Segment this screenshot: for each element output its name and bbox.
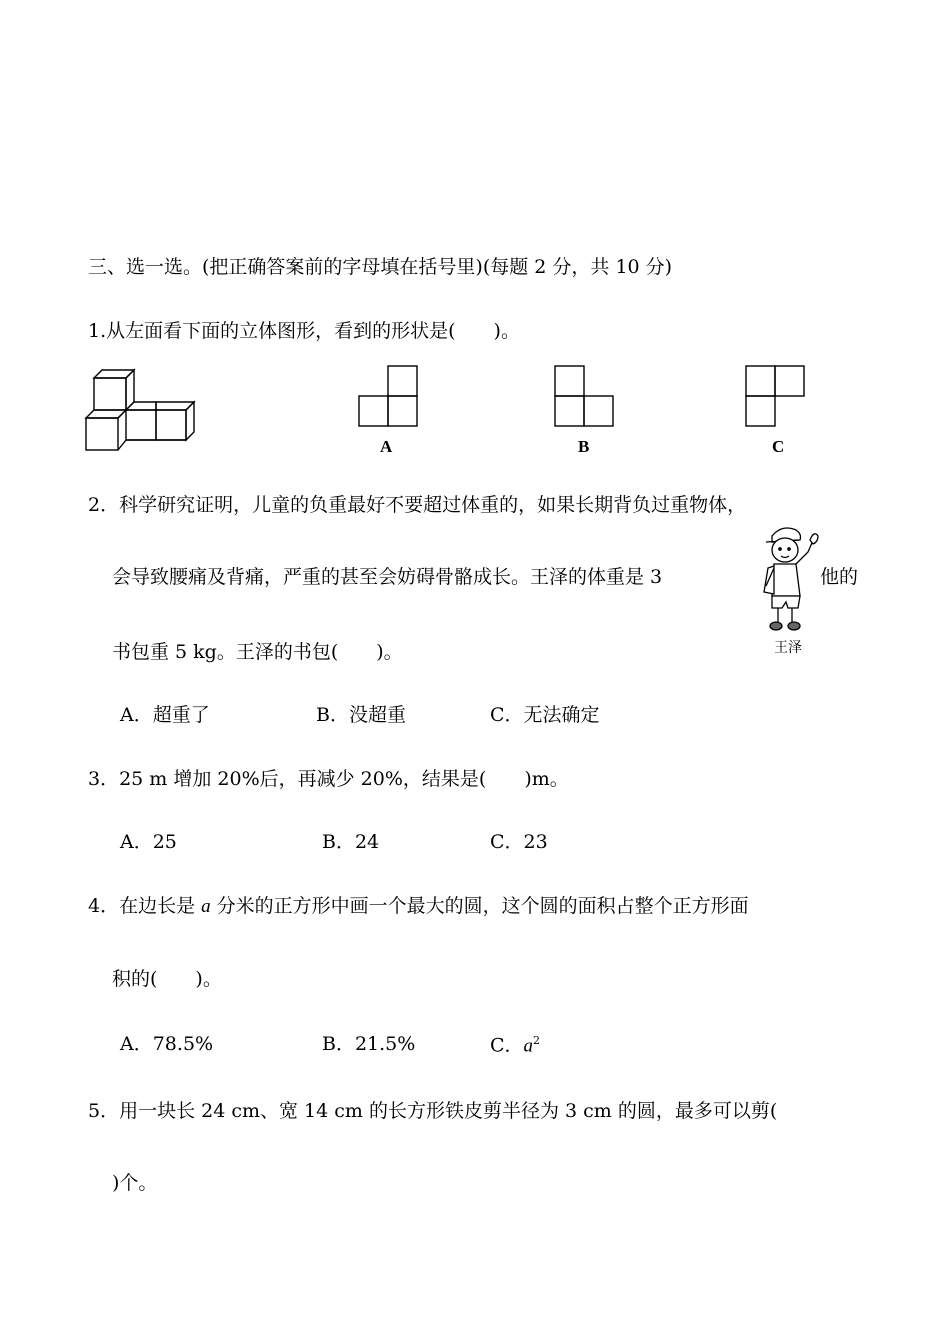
- q2-option-b: B．没超重: [316, 704, 406, 726]
- option-c-figure: [745, 365, 807, 428]
- q2-line2-right: 他的: [820, 566, 859, 588]
- cube-solid-figure: [84, 368, 196, 452]
- q1-stem: 1.从左面看下面的立体图形，看到的形状是( )。: [88, 320, 520, 342]
- option-c-label: C: [772, 437, 785, 456]
- q4-variable-a: a: [201, 896, 211, 917]
- q4-option-c: [490, 1035, 540, 1055]
- boy-figure: [758, 522, 822, 637]
- option-b-figure: [554, 365, 616, 428]
- section-title: 三、选一选。(把正确答案前的字母填在括号里)(每题 2 分，共 10 分): [88, 256, 673, 278]
- q2-option-a: A．超重了: [120, 704, 210, 726]
- q5-line1: 5．用一块长 24 cm、宽 14 cm 的长方形铁皮剪半径为 3 cm 的圆，最多可以剪(: [88, 1100, 778, 1122]
- q3-option-b: B．24: [322, 831, 380, 853]
- q3-option-a: A．25: [120, 831, 177, 853]
- q4-line2: 积的( )。: [112, 968, 222, 990]
- q4-line1-pre: 4．在边长是: [88, 895, 202, 917]
- option-a-figure: [358, 365, 420, 428]
- q4-option-a: A．78.5%: [120, 1033, 214, 1055]
- q4-option-c-var: a: [523, 1035, 534, 1057]
- boy-caption: 王泽: [774, 640, 802, 656]
- q4-line1-post: 分米的正方形中画一个最大的圆，这个圆的面积占整个正方形面: [210, 895, 749, 917]
- q2-option-c: C．无法确定: [490, 704, 600, 726]
- option-b-label: B: [578, 437, 590, 456]
- q4-line1: [88, 897, 749, 916]
- q2-line2-left: 会导致腰痛及背痛，严重的甚至会妨碍骨骼成长。王泽的体重是 3: [112, 566, 663, 588]
- q4-option-b: B．21.5%: [322, 1033, 416, 1055]
- option-a-label: A: [380, 437, 393, 456]
- q2-line1: 2．科学研究证明，儿童的负重最好不要超过体重的，如果长期背负过重物体，: [88, 494, 747, 516]
- q4-option-c-prefix: C．: [490, 1034, 524, 1057]
- q4-option-c-exponent: 2: [533, 1034, 541, 1047]
- q2-line3: 书包重 5 kg。王泽的书包( )。: [112, 641, 403, 663]
- q5-line2: )个。: [112, 1172, 158, 1194]
- q3-stem: 3．25 m 增加 20%后，再减少 20%，结果是( )m。: [88, 768, 569, 790]
- q3-option-c: C．23: [490, 831, 548, 853]
